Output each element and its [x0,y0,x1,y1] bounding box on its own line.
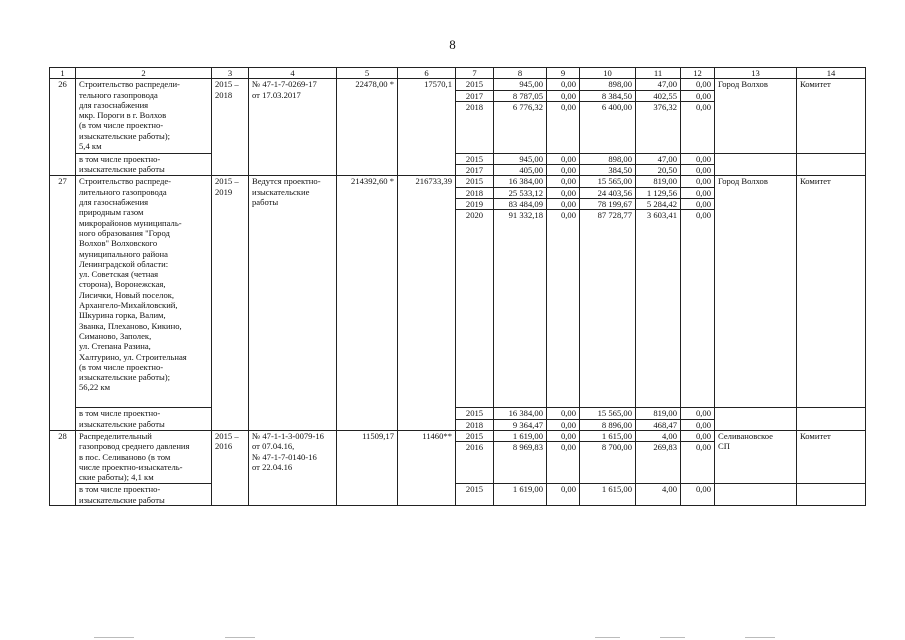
customer-cell [797,153,866,176]
total-cell: 25 533,12 [494,187,547,198]
other-cell: 0,00 [681,442,715,484]
object-number-cell: 26 [50,79,76,176]
column-number-header: 3 [212,68,249,79]
column-number-header: 12 [681,68,715,79]
column-number-header: 5 [337,68,398,79]
column-number-header: 1 [50,68,76,79]
regional-cell: 6 400,00 [580,101,636,153]
table-row [50,484,866,506]
regional-cell: 898,00 [580,79,636,90]
regional-cell: 24 403,56 [580,187,636,198]
scan-artifact [745,637,775,638]
federal-cell: 0,00 [547,430,580,441]
other-cell: 0,00 [681,176,715,187]
column-number-header: 7 [456,68,494,79]
year-cell: 2015 [456,176,494,187]
estimated-cost-cell: 11509,17 [337,430,398,505]
table-row [50,430,866,441]
local-cell: 47,00 [636,79,681,90]
year-cell: 2020 [456,210,494,408]
federal-cell: 0,00 [547,484,580,506]
regional-cell: 8 700,00 [580,442,636,484]
expertise-document-cell: № 47-1-7-0269-17 от 17.03.2017 [249,79,337,176]
year-cell: 2017 [456,165,494,176]
column-number-header: 9 [547,68,580,79]
other-cell: 0,00 [681,153,715,164]
total-cell: 1 619,00 [494,430,547,441]
federal-cell: 0,00 [547,90,580,101]
contract-cost-cell: 11460** [398,430,456,505]
period-cell: 2015 – 2016 [212,430,249,505]
regional-cell: 1 615,00 [580,484,636,506]
local-cell: 819,00 [636,408,681,419]
federal-cell: 0,00 [547,442,580,484]
table-row [50,176,866,187]
municipality-cell [715,484,797,506]
object-number-cell: 28 [50,430,76,505]
column-number-header: 13 [715,68,797,79]
federal-cell: 0,00 [547,176,580,187]
local-cell: 4,00 [636,430,681,441]
year-cell: 2015 [456,408,494,419]
scan-artifact [660,637,685,638]
scan-artifact [595,637,620,638]
estimated-cost-cell: 214392,60 * [337,176,398,430]
other-cell: 0,00 [681,90,715,101]
sub-name-cell: в том числе проектно- изыскательские работы [76,153,212,176]
federal-cell: 0,00 [547,187,580,198]
column-number-row [50,68,866,79]
other-cell: 0,00 [681,484,715,506]
scan-artifact [94,637,134,638]
municipality-cell: Город Волхов [715,176,797,408]
year-cell: 2018 [456,187,494,198]
contract-cost-cell: 216733,39 [398,176,456,430]
year-cell: 2018 [456,419,494,430]
local-cell: 3 603,41 [636,210,681,408]
scan-artifact [225,637,255,638]
column-number-header: 11 [636,68,681,79]
other-cell: 0,00 [681,419,715,430]
year-cell: 2018 [456,101,494,153]
year-cell: 2015 [456,430,494,441]
other-cell: 0,00 [681,101,715,153]
municipality-cell [715,408,797,431]
total-cell: 8 969,83 [494,442,547,484]
regional-cell: 15 565,00 [580,176,636,187]
other-cell: 0,00 [681,210,715,408]
investment-table [49,67,866,506]
regional-cell: 384,50 [580,165,636,176]
local-cell: 468,47 [636,419,681,430]
federal-cell: 0,00 [547,79,580,90]
federal-cell: 0,00 [547,153,580,164]
total-cell: 16 384,00 [494,176,547,187]
local-cell: 269,83 [636,442,681,484]
other-cell: 0,00 [681,199,715,210]
object-name-cell: Распределительный газопровод среднего давления в пос. Селиваново (в том числе проектно-изыскатель- ские работы); 4,1 км [76,430,212,483]
total-cell: 945,00 [494,153,547,164]
regional-cell: 898,00 [580,153,636,164]
customer-cell: Комитет [797,430,866,483]
federal-cell: 0,00 [547,419,580,430]
other-cell: 0,00 [681,187,715,198]
federal-cell: 0,00 [547,101,580,153]
table-row [50,153,866,164]
expertise-document-cell: Ведутся проектно- изыскательские работы [249,176,337,430]
year-cell: 2015 [456,484,494,506]
period-cell: 2015 – 2018 [212,79,249,176]
column-number-header: 10 [580,68,636,79]
sub-name-cell: в том числе проектно- изыскательские работы [76,484,212,506]
year-cell: 2019 [456,199,494,210]
object-name-cell: Строительство распреде- лительного газопровода для газоснабжения природным газом микрорайонов муниципаль- ного образования "Город Волхов" Волховского муниципального района Ленинградской области: ул. Советская (четная сторона), Воронежская, Лисички, Новый поселок, Архангело-Михайловский, Шкурина горка, Валим, Званка, Плеханово, Кикино, Симаново, Заполек, ул. Степана Разина, Халтурино, ул. Строительная (в том числе проектно- изыскательские работы); 56,22 км [76,176,212,408]
customer-cell: Комитет [797,176,866,408]
total-cell: 9 364,47 [494,419,547,430]
year-cell: 2016 [456,442,494,484]
column-number-header: 2 [76,68,212,79]
table-row [50,79,866,90]
period-cell: 2015 – 2019 [212,176,249,430]
customer-cell [797,408,866,431]
year-cell: 2015 [456,79,494,90]
column-number-header: 4 [249,68,337,79]
total-cell: 91 332,18 [494,210,547,408]
object-number-cell: 27 [50,176,76,430]
regional-cell: 78 199,67 [580,199,636,210]
local-cell: 47,00 [636,153,681,164]
federal-cell: 0,00 [547,408,580,419]
page-number: 8 [449,37,456,52]
other-cell: 0,00 [681,165,715,176]
local-cell: 376,32 [636,101,681,153]
total-cell: 8 787,05 [494,90,547,101]
customer-cell [797,484,866,506]
other-cell: 0,00 [681,79,715,90]
municipality-cell: Город Волхов [715,79,797,154]
column-number-header: 6 [398,68,456,79]
contract-cost-cell: 17570,1 [398,79,456,176]
sub-name-cell: в том числе проектно- изыскательские работы [76,408,212,431]
local-cell: 819,00 [636,176,681,187]
other-cell: 0,00 [681,408,715,419]
federal-cell: 0,00 [547,165,580,176]
regional-cell: 15 565,00 [580,408,636,419]
column-number-header: 8 [494,68,547,79]
total-cell: 16 384,00 [494,408,547,419]
regional-cell: 8 384,50 [580,90,636,101]
local-cell: 5 284,42 [636,199,681,210]
total-cell: 83 484,09 [494,199,547,210]
object-name-cell: Строительство распредели- тельного газопровода для газоснабжения мкр. Пороги в г. Волхов (в том числе проектно- изыскательские работы); 5,4 км [76,79,212,154]
regional-cell: 87 728,77 [580,210,636,408]
federal-cell: 0,00 [547,210,580,408]
other-cell: 0,00 [681,430,715,441]
regional-cell: 1 615,00 [580,430,636,441]
column-number-header: 14 [797,68,866,79]
total-cell: 1 619,00 [494,484,547,506]
municipality-cell: Селивановское СП [715,430,797,483]
local-cell: 4,00 [636,484,681,506]
federal-cell: 0,00 [547,199,580,210]
local-cell: 20,50 [636,165,681,176]
year-cell: 2015 [456,153,494,164]
local-cell: 402,55 [636,90,681,101]
year-cell: 2017 [456,90,494,101]
total-cell: 945,00 [494,79,547,90]
expertise-document-cell: № 47-1-1-3-0079-16 от 07.04.16, № 47-1-7-0140-16 от 22.04.16 [249,430,337,505]
total-cell: 405,00 [494,165,547,176]
municipality-cell [715,153,797,176]
table-row [50,408,866,419]
estimated-cost-cell: 22478,00 * [337,79,398,176]
total-cell: 6 776,32 [494,101,547,153]
local-cell: 1 129,56 [636,187,681,198]
regional-cell: 8 896,00 [580,419,636,430]
customer-cell: Комитет [797,79,866,154]
